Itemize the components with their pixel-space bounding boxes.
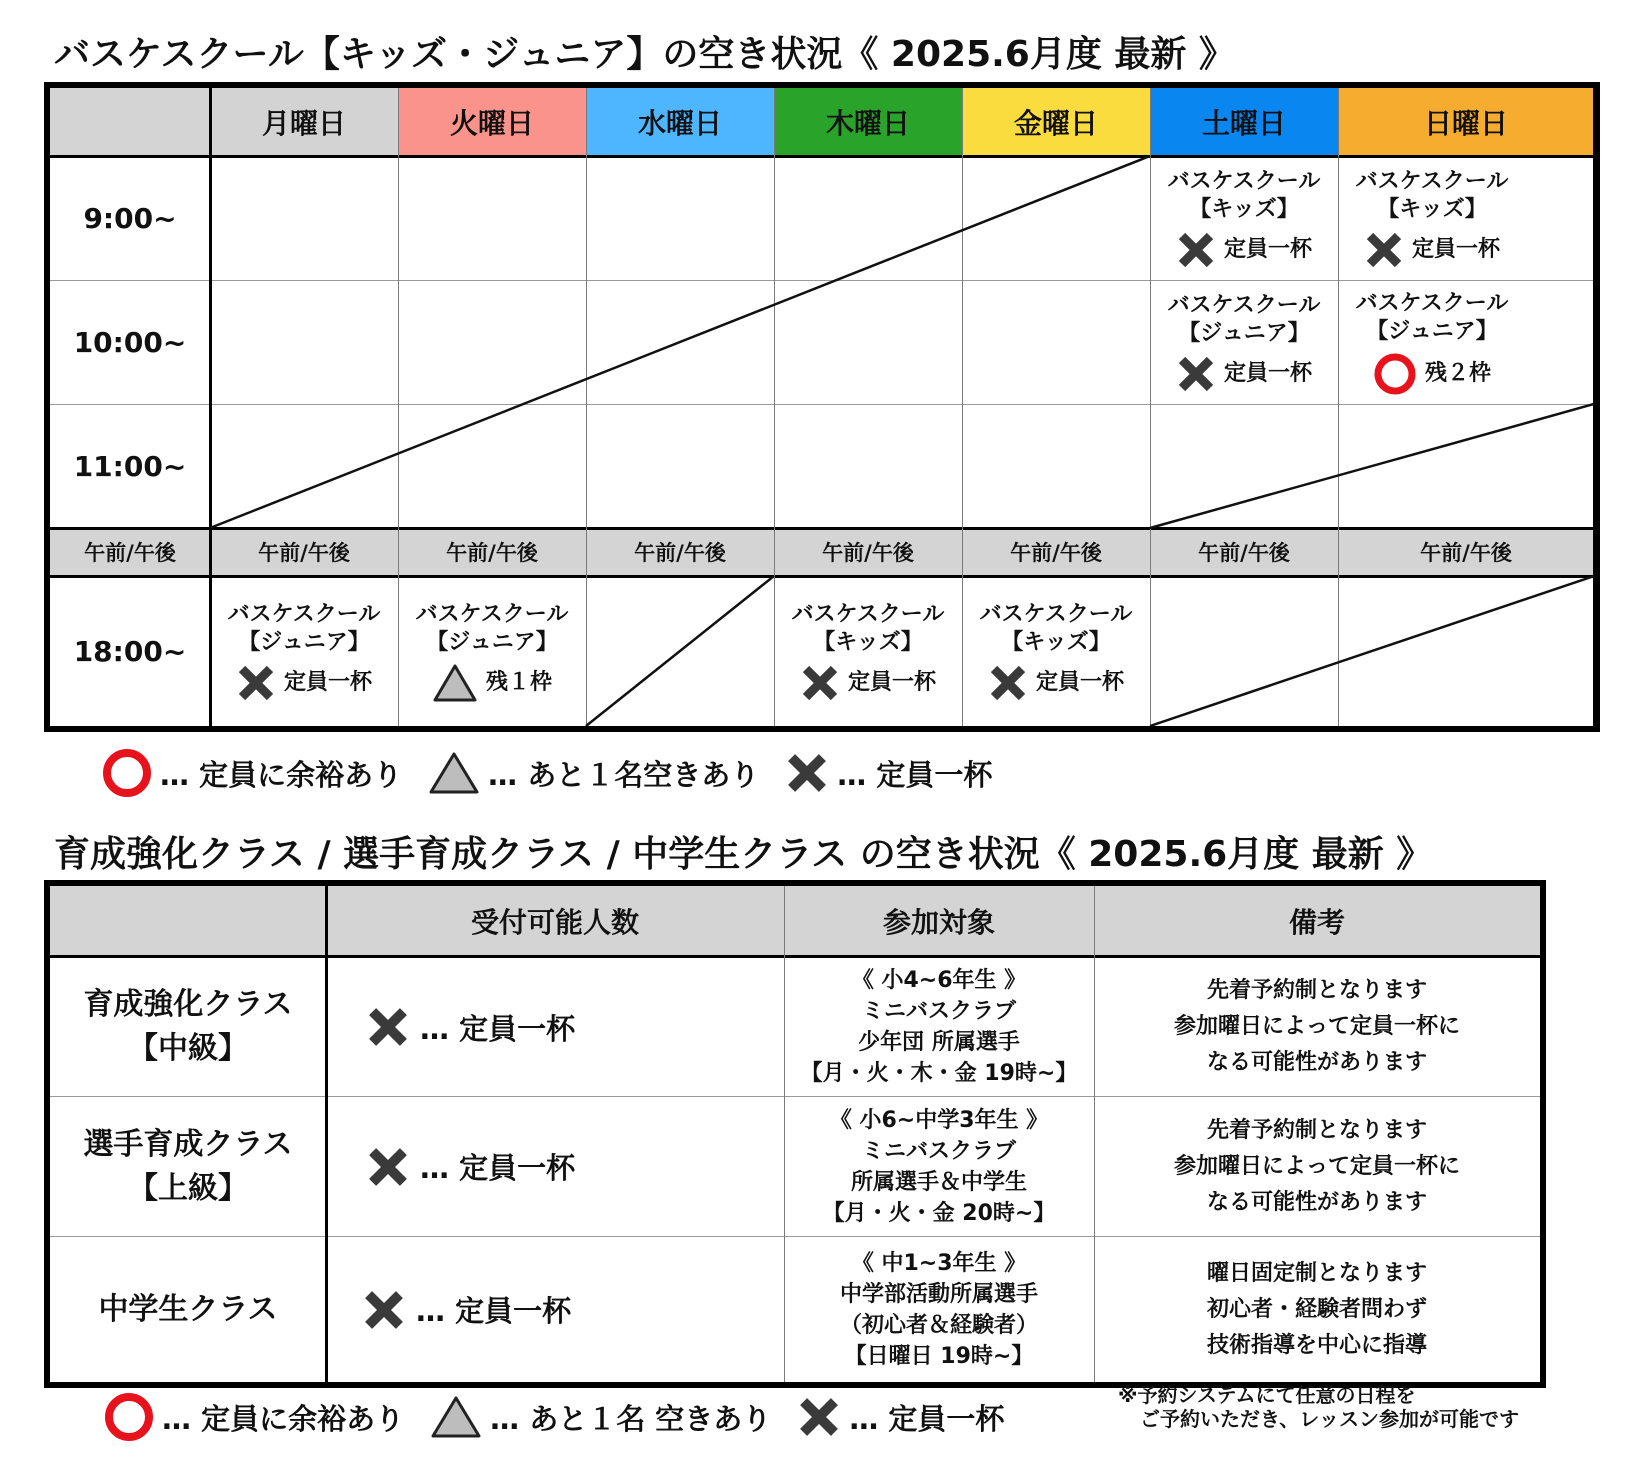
slot-status: 残２枠	[1424, 361, 1491, 386]
class-capacity	[326, 1097, 784, 1236]
class-target	[784, 1237, 1094, 1382]
cross-icon	[797, 1395, 841, 1439]
class-level: 【上級】	[128, 1170, 248, 1206]
day-header-fri: 金曜日	[962, 88, 1150, 156]
footnote-line: ※予約システムにて任意の日程を	[1118, 1383, 1416, 1407]
circle-icon	[1373, 352, 1417, 396]
slot-status: 定員一杯	[1035, 670, 1124, 695]
day-header-thu: 木曜日	[774, 88, 962, 156]
target-line: （初心者＆経験者）	[839, 1312, 1038, 1338]
cross-icon	[362, 1288, 406, 1332]
legend-text: … あと１名空きあり	[488, 757, 760, 792]
target-line: 【日曜日 19時~】	[844, 1343, 1034, 1369]
classes-corner-header	[50, 886, 326, 956]
note-line: 初心者・経験者問わず	[1206, 1296, 1427, 1322]
cross-icon	[800, 663, 840, 703]
header-target: 参加対象	[784, 886, 1094, 956]
slot-level: 【キッズ】	[813, 630, 923, 655]
slot-sat-10	[1150, 284, 1338, 402]
ampm-divider-tue: 午前/午後	[398, 528, 586, 576]
triangle-icon	[430, 1394, 482, 1440]
day-header-sun: 日曜日	[1338, 88, 1594, 156]
ampm-divider-label: 午前/午後	[50, 528, 210, 576]
legend-item-one-left	[428, 750, 759, 796]
slot-tue-18	[398, 582, 586, 722]
cross-icon	[785, 751, 829, 795]
triangle-icon	[428, 750, 480, 796]
ampm-divider-sat: 午前/午後	[1150, 528, 1338, 576]
legend-item-full	[797, 1395, 1004, 1439]
slot-level: 【キッズ】	[1001, 630, 1111, 655]
legend-item-one-left	[430, 1394, 771, 1440]
target-line: 《 中1~3年生 》	[851, 1250, 1027, 1276]
cross-icon	[366, 1145, 410, 1189]
slot-sun-10	[1338, 284, 1526, 402]
target-line: 《 小6~中学3年生 》	[829, 1107, 1049, 1133]
day-header-wed: 水曜日	[586, 88, 774, 156]
legend-item-full	[785, 751, 992, 795]
capacity-text: … 定員一杯	[420, 1011, 576, 1046]
class-row-name	[50, 1097, 326, 1236]
class-name: 中学生クラス	[98, 1291, 278, 1327]
slot-level: 【ジュニア】	[426, 630, 558, 655]
legend-text: … 定員に余裕あり	[160, 757, 403, 792]
class-name: 選手育成クラス	[83, 1126, 293, 1162]
class-level: 【中級】	[128, 1031, 248, 1066]
slot-status: 定員一杯	[847, 670, 936, 695]
ampm-divider-sun: 午前/午後	[1338, 528, 1594, 576]
target-line: 【月・火・金 20時~】	[822, 1200, 1056, 1226]
note-line: 先着予約制となります	[1206, 1117, 1427, 1143]
class-name: 育成強化クラス	[83, 987, 293, 1022]
target-line: 少年団 所属選手	[858, 1030, 1020, 1055]
class-capacity	[326, 1237, 784, 1382]
note-line: 技術指導を中心に指導	[1206, 1332, 1427, 1358]
class-target	[784, 1097, 1094, 1236]
cross-icon	[1176, 354, 1216, 394]
cross-icon	[1176, 230, 1216, 270]
classes-table	[44, 880, 1546, 1388]
slot-name: バスケスクール	[415, 602, 569, 627]
slot-status: 定員一杯	[1411, 237, 1500, 262]
slot-name: バスケスクール	[1167, 293, 1321, 318]
slot-level: 【キッズ】	[1377, 197, 1487, 222]
circle-icon	[104, 1392, 154, 1442]
cross-icon	[236, 663, 276, 703]
legend-item-available	[102, 748, 402, 798]
legend-text: … あと１名 空きあり	[490, 1401, 772, 1436]
capacity-text: … 定員一杯	[420, 1151, 576, 1185]
slot-status: 定員一杯	[1223, 237, 1312, 262]
target-line: 《 小4~6年生 》	[851, 968, 1027, 993]
target-line: 所属選手＆中学生	[850, 1169, 1027, 1195]
legend-item-available	[104, 1392, 404, 1442]
target-line: ミニバスクラブ	[861, 1138, 1016, 1164]
slot-level: 【ジュニア】	[1366, 319, 1498, 344]
day-header-sat: 土曜日	[1150, 88, 1338, 156]
class-row-name	[50, 958, 326, 1096]
ampm-divider-mon: 午前/午後	[210, 528, 398, 576]
header-note: 備考	[1094, 886, 1540, 956]
slot-name: バスケスクール	[1355, 169, 1509, 194]
day-header-mon: 月曜日	[210, 88, 398, 156]
cross-icon	[988, 663, 1028, 703]
note-line: 曜日固定制となります	[1206, 1260, 1427, 1286]
slot-status: 定員一杯	[1223, 361, 1312, 386]
reservation-footnote	[1118, 1383, 1519, 1431]
slot-mon-18	[210, 582, 398, 722]
ampm-divider-fri: 午前/午後	[962, 528, 1150, 576]
triangle-icon	[432, 663, 478, 703]
class-note	[1094, 1097, 1540, 1236]
slot-thu-18	[774, 582, 962, 722]
note-line: 参加曜日によって定員一杯に	[1173, 1014, 1460, 1039]
slot-name: バスケスクール	[1167, 169, 1321, 194]
classes-title: 育成強化クラス / 選手育成クラス / 中学生クラス の空き状況《 2025.6月度 最新 》	[54, 834, 1433, 875]
slot-fri-18	[962, 582, 1150, 722]
target-line: ミニバスクラブ	[861, 999, 1016, 1024]
day-header-tue: 火曜日	[398, 88, 586, 156]
diagonal-weekend-18	[1150, 576, 1594, 726]
footnote-line: ご予約いただき、レッスン参加が可能です	[1140, 1407, 1519, 1431]
slot-status: 定員一杯	[283, 670, 372, 695]
circle-icon	[102, 748, 152, 798]
corner-header-cell	[50, 88, 210, 156]
slot-sun-9	[1338, 160, 1526, 278]
diagonal-weekend-11	[1150, 404, 1594, 528]
classes-legend	[104, 1392, 1030, 1442]
legend-text: … 定員一杯	[849, 1401, 1005, 1436]
time-label-18: 18:00~	[73, 634, 187, 668]
note-line: なる可能性があります	[1206, 1050, 1427, 1075]
slot-status: 残１枠	[485, 670, 552, 695]
slot-level: 【ジュニア】	[1178, 321, 1310, 346]
time-label-9: 9:00~	[83, 201, 177, 235]
note-line: なる可能性があります	[1206, 1189, 1427, 1215]
target-line: 【月・火・木・金 19時~】	[800, 1061, 1078, 1086]
legend-text: … 定員一杯	[837, 757, 993, 792]
diagonal-weekday-am	[210, 156, 1150, 528]
cross-icon	[366, 1005, 410, 1049]
cross-icon	[1364, 230, 1404, 270]
slot-level: 【キッズ】	[1189, 197, 1299, 222]
schedule-title: バスケスクール【キッズ・ジュニア】の空き状況《 2025.6月度 最新 》	[54, 34, 1235, 75]
class-note	[1094, 958, 1540, 1096]
class-target	[784, 958, 1094, 1096]
slot-name: バスケスクール	[791, 602, 945, 627]
slot-sat-9	[1150, 160, 1338, 278]
class-note	[1094, 1237, 1540, 1382]
class-row-name	[50, 1237, 326, 1382]
target-line: 中学部活動所属選手	[839, 1281, 1038, 1307]
diagonal-wed-18	[586, 576, 774, 726]
slot-name: バスケスクール	[227, 602, 381, 627]
schedule-legend	[102, 748, 1018, 798]
ampm-divider-wed: 午前/午後	[586, 528, 774, 576]
ampm-divider-thu: 午前/午後	[774, 528, 962, 576]
capacity-text: … 定員一杯	[416, 1294, 572, 1328]
time-label-10: 10:00~	[73, 325, 187, 359]
slot-name: バスケスクール	[979, 602, 1133, 627]
slot-level: 【ジュニア】	[238, 630, 370, 655]
note-line: 先着予約制となります	[1206, 978, 1427, 1003]
header-capacity: 受付可能人数	[326, 886, 784, 956]
slot-name: バスケスクール	[1355, 291, 1509, 316]
school-schedule-table	[44, 82, 1600, 732]
note-line: 参加曜日によって定員一杯に	[1173, 1153, 1460, 1179]
class-capacity	[326, 958, 784, 1096]
legend-text: … 定員に余裕あり	[162, 1401, 405, 1436]
time-label-11: 11:00~	[73, 449, 187, 483]
